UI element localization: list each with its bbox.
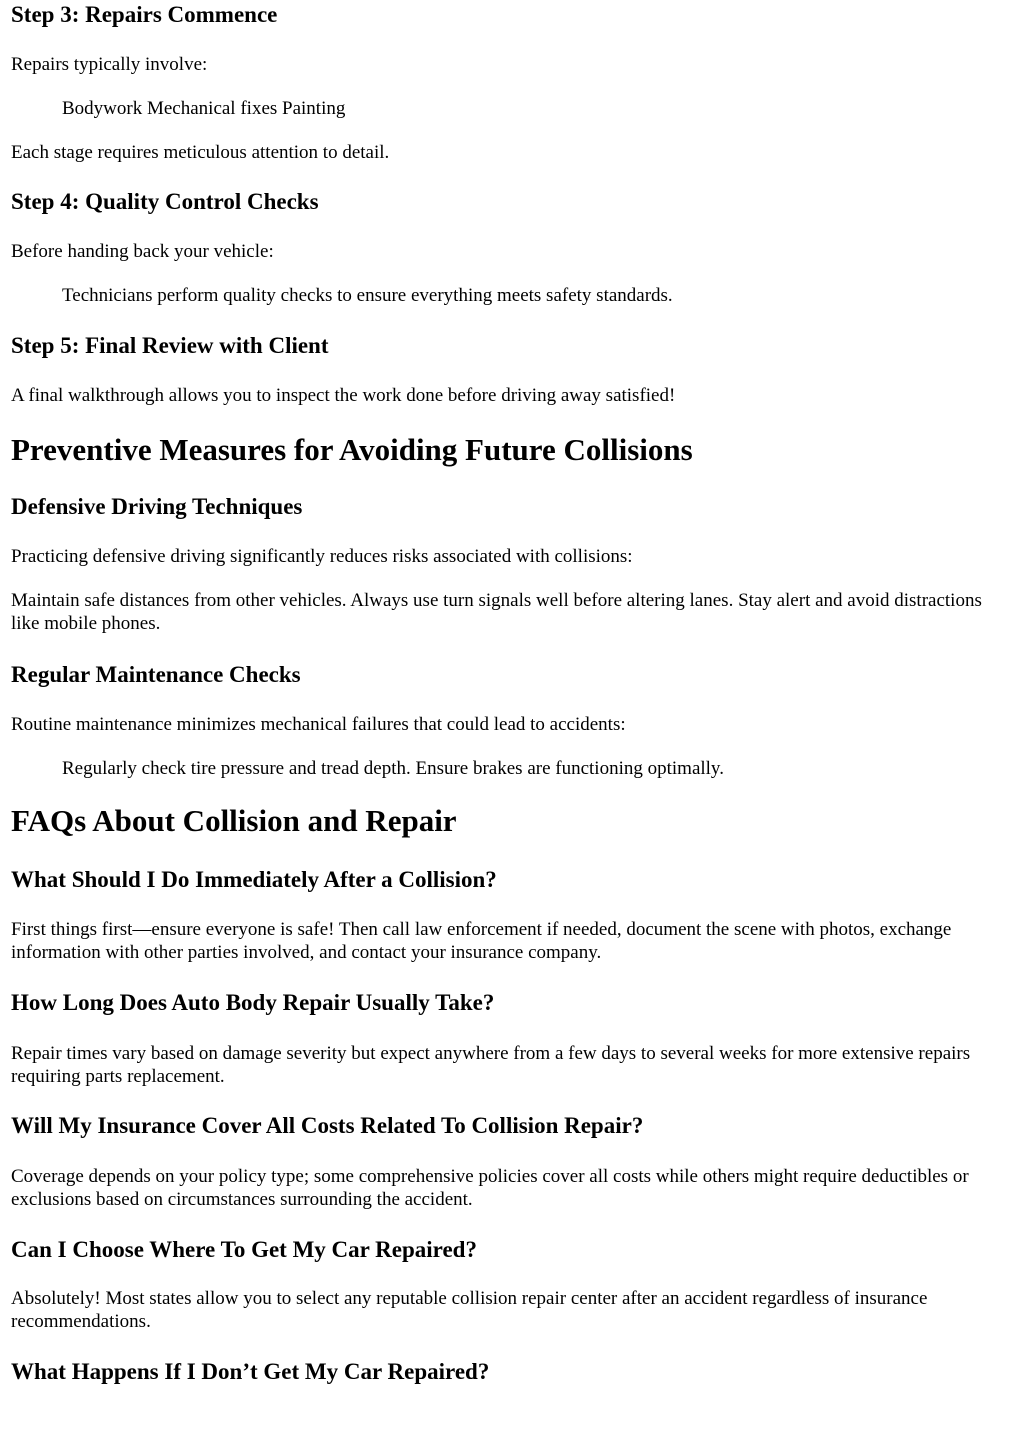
step3-heading: Step 3: Repairs Commence xyxy=(11,2,278,27)
faq-answer: Coverage depends on your policy type; some comprehensive policies cover all costs while others might require deductibles or exclusions based on circumstances surrounding the accident. xyxy=(11,1166,969,1210)
step5-heading: Step 5: Final Review with Client xyxy=(11,333,329,358)
defensive-heading: Defensive Driving Techniques xyxy=(11,494,303,519)
maintenance-intro: Routine maintenance minimizes mechanical failures that could lead to accidents: xyxy=(11,714,626,735)
step5-body: A final walkthrough allows you to inspect the work done before driving away satisfied! xyxy=(11,385,676,406)
faqs-heading: FAQs About Collision and Repair xyxy=(11,803,457,838)
faq-question: Will My Insurance Cover All Costs Related To Collision Repair? xyxy=(11,1113,644,1138)
step4-heading: Step 4: Quality Control Checks xyxy=(11,189,319,214)
faq-question: Can I Choose Where To Get My Car Repaired? xyxy=(11,1237,477,1262)
step3-intro: Repairs typically involve: xyxy=(11,54,208,75)
maintenance-heading: Regular Maintenance Checks xyxy=(11,662,301,687)
faq-answer: Repair times vary based on damage severity but expect anywhere from a few days to several weeks for more extensive repairs requiring parts replacement. xyxy=(11,1043,971,1087)
step4-list: Technicians perform quality checks to ensure everything meets safety standards. xyxy=(62,285,673,306)
faq-answer: Absolutely! Most states allow you to select any reputable collision repair center after an accident regardless of insurance recommendations. xyxy=(11,1288,928,1332)
faq-question: What Should I Do Immediately After a Collision? xyxy=(11,867,497,892)
defensive-list: Maintain safe distances from other vehicles. Always use turn signals well before altering lanes. Stay alert and avoid distractions like mobile phones. xyxy=(11,590,982,634)
step4-intro: Before handing back your vehicle: xyxy=(11,241,274,262)
defensive-intro: Practicing defensive driving significantly reduces risks associated with collisions: xyxy=(11,546,633,567)
faq-question: How Long Does Auto Body Repair Usually Take? xyxy=(11,990,495,1015)
maintenance-list: Regularly check tire pressure and tread depth. Ensure brakes are functioning optimally. xyxy=(62,758,724,779)
step3-list: Bodywork Mechanical fixes Painting xyxy=(62,98,346,119)
step3-outro: Each stage requires meticulous attention to detail. xyxy=(11,142,390,163)
faq-answer: First things first—ensure everyone is safe! Then call law enforcement if needed, document the scene with photos, exchange information with other parties involved, and contact your insurance company. xyxy=(11,919,952,963)
preventive-heading: Preventive Measures for Avoiding Future Collisions xyxy=(11,432,693,467)
faq-question: What Happens If I Don’t Get My Car Repaired? xyxy=(11,1359,490,1384)
